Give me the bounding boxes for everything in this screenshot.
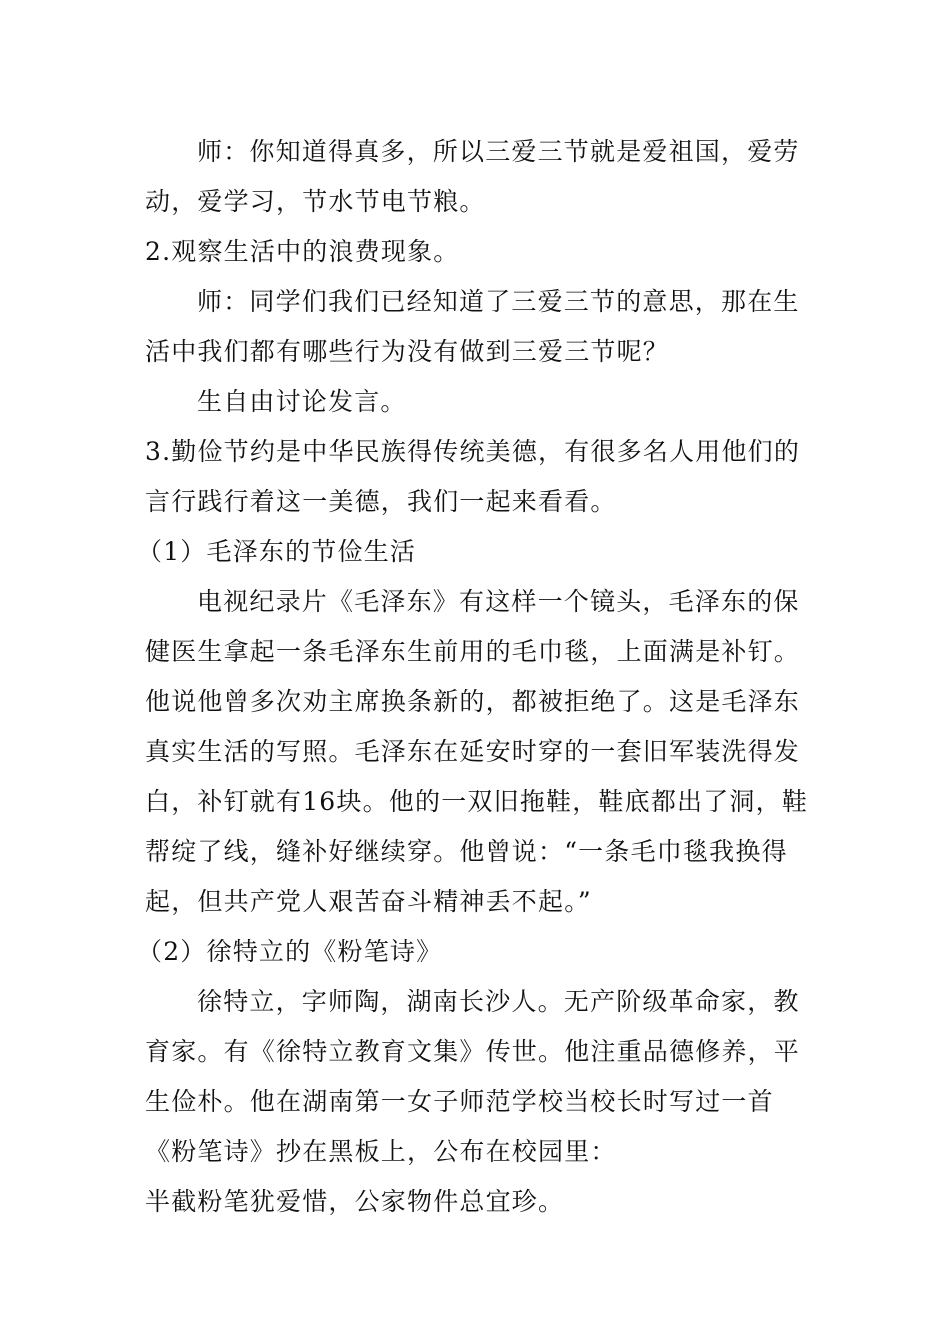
section-heading: 3.勤俭节约是中华民族得传统美德，有很多名人用他们的 <box>145 437 801 466</box>
subsection-heading: （2）徐特立的《粉笔诗》 <box>137 937 443 966</box>
poem-line: 半截粉笔犹爱惜，公家物件总宜珍。 <box>145 1187 565 1216</box>
paragraph-line: 师：同学们我们已经知道了三爱三节的意思，那在生 <box>197 287 800 316</box>
paragraph-line: 师：你知道得真多，所以三爱三节就是爱祖国，爱劳 <box>197 137 800 166</box>
paragraph-line: 白，补钉就有16块。他的一双旧拖鞋，鞋底都出了洞，鞋 <box>145 787 809 816</box>
paragraph-line: 健医生拿起一条毛泽东生前用的毛巾毯，上面满是补钉。 <box>145 637 801 666</box>
paragraph-line: 电视纪录片《毛泽东》有这样一个镜头，毛泽东的保 <box>197 587 800 616</box>
paragraph-line: 言行践行着这一美德，我们一起来看看。 <box>145 487 617 516</box>
paragraph-line: 徐特立，字师陶，湖南长沙人。无产阶级革命家，教 <box>197 987 800 1016</box>
paragraph-line: 活中我们都有哪些行为没有做到三爱三节呢？ <box>145 337 670 366</box>
subsection-heading: （1）毛泽东的节俭生活 <box>137 537 417 566</box>
paragraph-line: 起，但共产党人艰苦奋斗精神丢不起。” <box>145 887 592 916</box>
section-heading: 2.观察生活中的浪费现象。 <box>145 237 460 266</box>
paragraph-line: 他说他曾多次劝主席换条新的，都被拒绝了。这是毛泽东 <box>145 687 801 716</box>
paragraph-line: 生自由讨论发言。 <box>197 387 407 416</box>
paragraph-line: 育家。有《徐特立教育文集》传世。他注重品德修养，平 <box>145 1037 801 1066</box>
paragraph-line: 《粉笔诗》抄在黑板上，公布在校园里： <box>145 1137 617 1166</box>
paragraph-line: 帮绽了线，缝补好继续穿。他曾说：“一条毛巾毯我换得 <box>145 837 788 866</box>
paragraph-line: 生俭朴。他在湖南第一女子师范学校当校长时写过一首 <box>145 1087 774 1116</box>
paragraph-line: 动，爱学习，节水节电节粮。 <box>145 187 486 216</box>
paragraph-line: 真实生活的写照。毛泽东在延安时穿的一套旧军装洗得发 <box>145 737 801 766</box>
